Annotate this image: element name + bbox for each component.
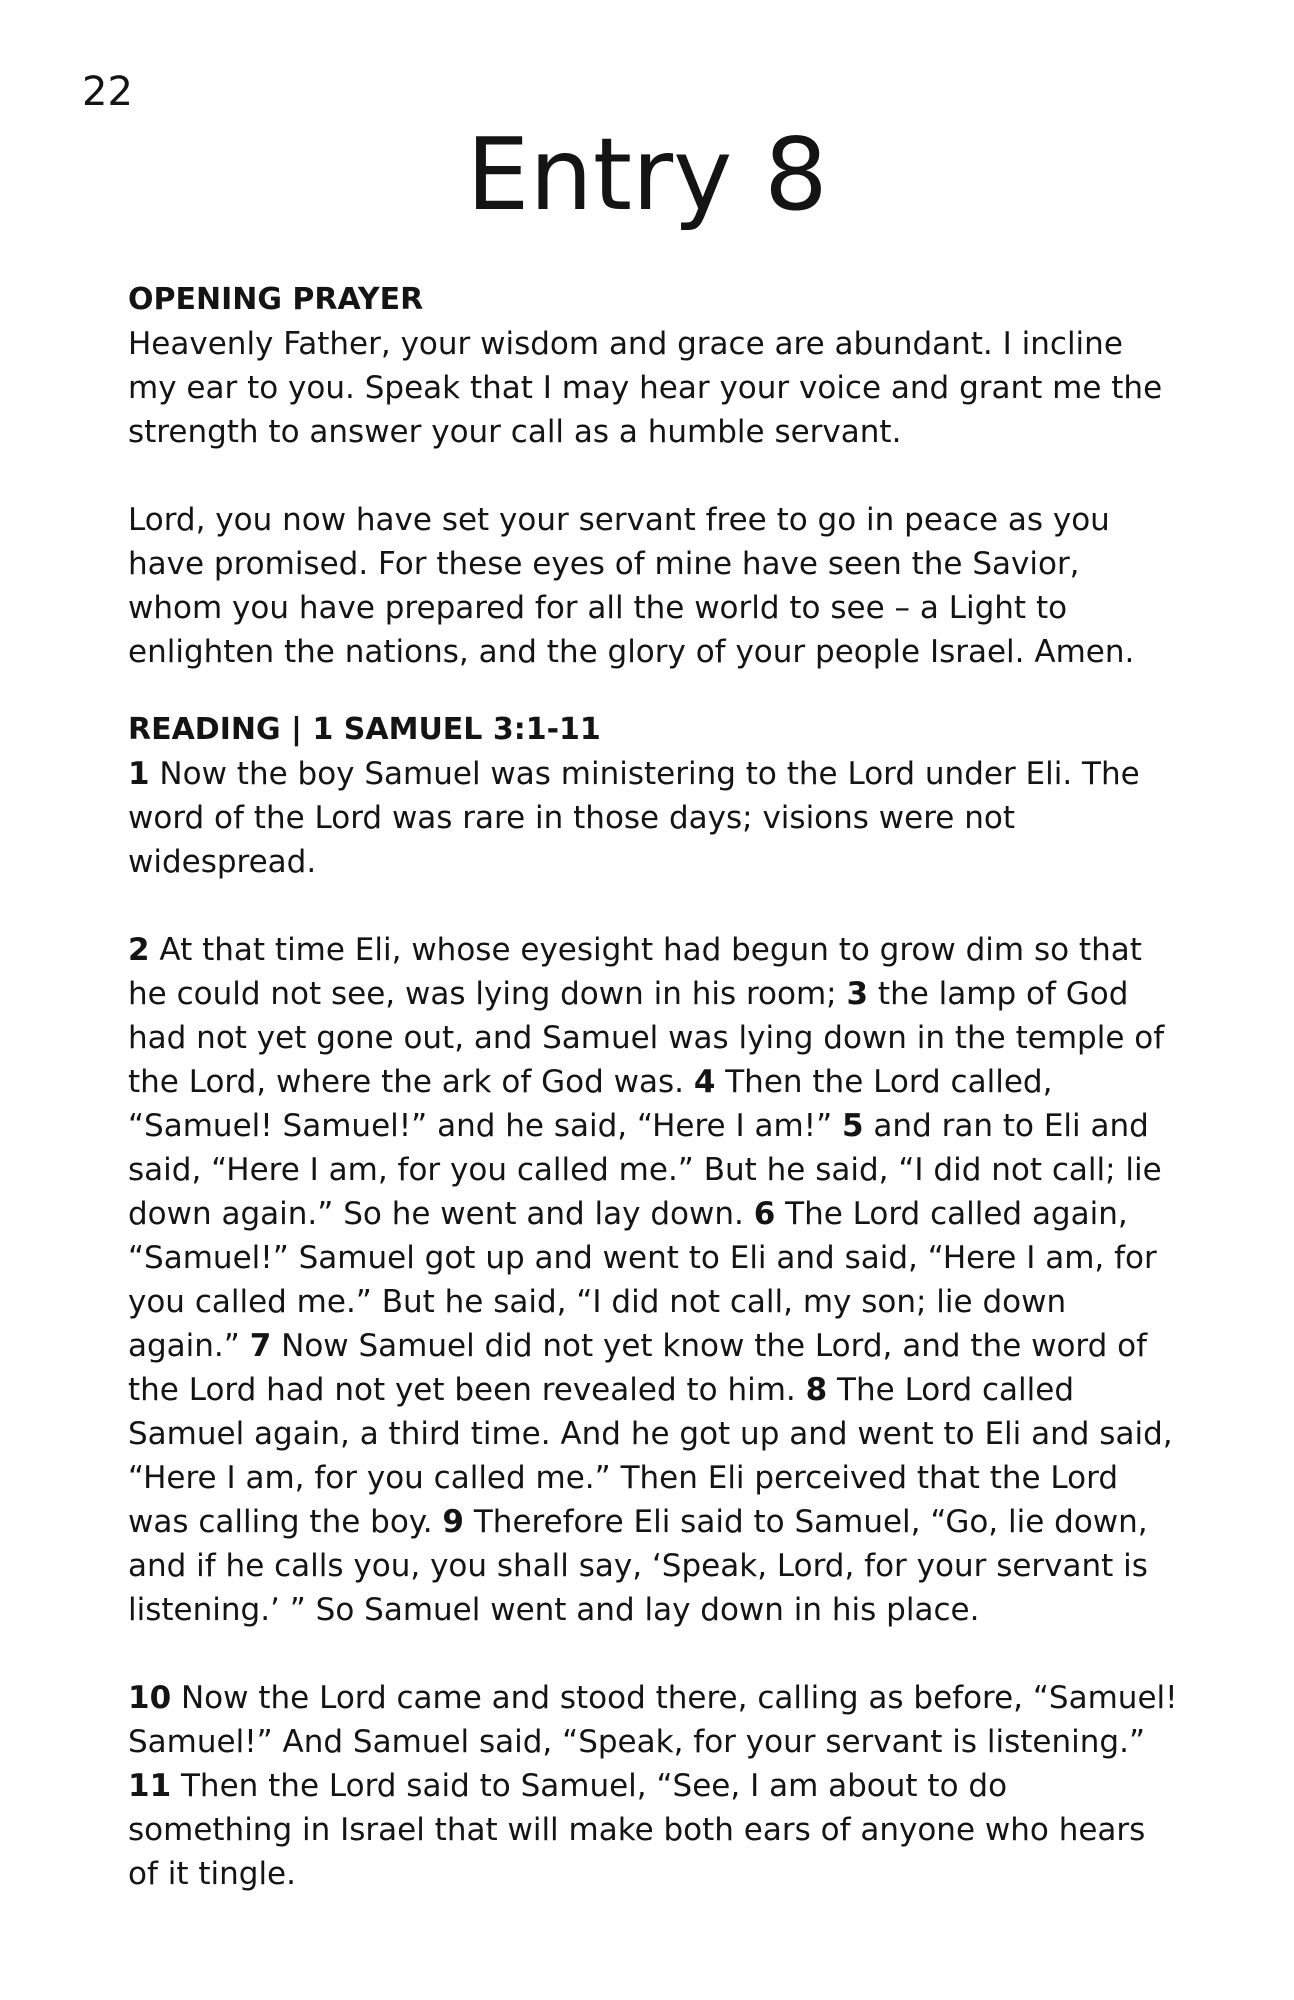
verse-number: 1 (128, 756, 150, 792)
page-number: 22 (82, 69, 133, 115)
verse-text: Now the boy Samuel was ministering to the Lord under Eli. The word of the Lord was rare in those days; visions were not widespread. (128, 756, 1140, 880)
reading-paragraph (128, 928, 1178, 1632)
verse-number: 4 (693, 1064, 716, 1100)
verse-number: 3 (846, 976, 869, 1012)
paragraph-spacer (128, 884, 1178, 928)
verse-number: 2 (128, 932, 150, 968)
verse-number: 7 (249, 1328, 272, 1364)
verse-number: 6 (753, 1196, 776, 1232)
reading-paragraph (128, 1676, 1178, 1896)
paragraph-spacer (128, 1632, 1178, 1676)
verse-number: 9 (442, 1504, 464, 1540)
reading-paragraph (128, 752, 1178, 884)
verse-number: 8 (805, 1372, 828, 1408)
page-title: Entry 8 (466, 116, 828, 233)
reading-heading: READING | 1 SAMUEL 3:1-11 (128, 712, 601, 747)
section-spacer (128, 674, 1178, 708)
verse-text: Then the Lord called, “Samuel! Samuel!” and he said, “Here I am!” (128, 1064, 1053, 1144)
verse-text: Now Samuel did not yet know the Lord, and the word of the Lord had not yet been revealed to him. (128, 1328, 1148, 1408)
verse-text: Therefore Eli said to Samuel, “Go, lie down, and if he calls you, you shall say, ‘Speak, Lord, for your servant is listening.’ ” So Samuel went and lay down in his place. (128, 1504, 1148, 1628)
verse-text: The Lord called Samuel again, a third time. And he got up and went to Eli and said, “Here I am, for you called me.” Then Eli perceived that the Lord was calling the boy. (128, 1372, 1173, 1540)
opening-prayer-paragraph: Heavenly Father, your wisdom and grace are abundant. I incline my ear to you. Speak that I may hear your voice and grant me the strength to answer your call as a humble servant. (128, 326, 1163, 450)
document-body (128, 278, 1178, 1896)
verse-text: the lamp of God had not yet gone out, and Samuel was lying down in the temple of the Lord, where the ark of God was. (128, 976, 1165, 1100)
verse-number: 5 (842, 1108, 864, 1144)
verse-number: 11 (128, 1768, 172, 1804)
opening-prayer-heading: OPENING PRAYER (128, 282, 424, 317)
verse-text: At that time Eli, whose eyesight had begun to grow dim so that he could not see, was lying down in his room; (128, 932, 1142, 1012)
verse-text: and ran to Eli and said, “Here I am, for you called me.” But he said, “I did not call; lie down again.” So he went and lay down. (128, 1108, 1162, 1232)
verse-number: 10 (128, 1680, 172, 1716)
verse-text: The Lord called again, “Samuel!” Samuel got up and went to Eli and said, “Here I am, for you called me.” But he said, “I did not call, my son; lie down again.” (128, 1196, 1157, 1364)
paragraph-spacer (128, 454, 1178, 498)
verse-text: Then the Lord said to Samuel, “See, I am about to do something in Israel that will make both ears of anyone who hears of it tingle. (128, 1768, 1146, 1892)
opening-prayer-paragraph: Lord, you now have set your servant free to go in peace as you have promised. For these eyes of mine have seen the Savior, whom you have prepared for all the world to see – a Light to enlighten the nations, and the glory of your people Israel. Amen. (128, 502, 1135, 670)
verse-text: Now the Lord came and stood there, calling as before, “Samuel! Samuel!” And Samuel said, “Speak, for your servant is listening.” (128, 1680, 1178, 1760)
